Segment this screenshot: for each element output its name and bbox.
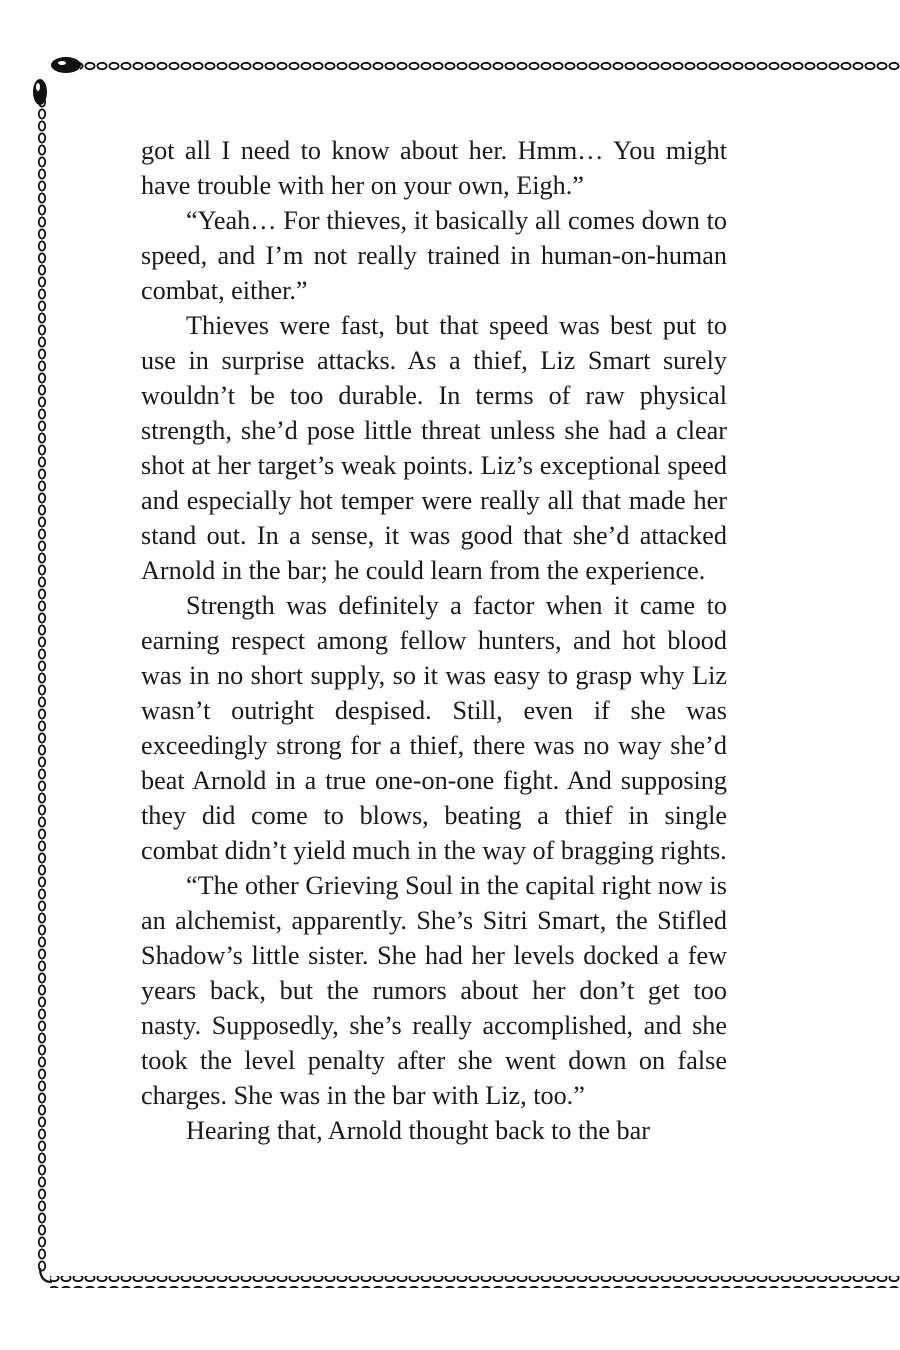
paragraph: Thieves were fast, but that speed was best put to use in surprise attacks. As a thief, Liz Smart surely wouldn’t be too durable. In terms of raw physical strength, she’d pose little threat unless she had a clear shot at her target’s weak points. Liz’s exceptional speed and especially hot temper were really all that made her stand out. In a sense, it was good that she’d attacked Arnold in the bar; he could learn from the experience. [141, 311, 727, 585]
paragraph: got all I need to know about her. Hmm… You might have trouble with her on your own, Eigh.” [141, 136, 727, 200]
paragraph: Strength was definitely a factor when it came to earning respect among fellow hunters, and hot blood was in no short supply, so it was easy to grasp why Liz wasn’t outright despised. Still, even if she was exceedingly strong for a thief, there was no way she’d beat Arnold in a true one-on-one fight. And supposing they did come to blows, beating a thief in single combat didn’t yield much in the way of bragging rights. [141, 591, 727, 865]
paragraph: “The other Grieving Soul in the capital right now is an alchemist, apparently. She’s Sitri Smart, the Stifled Shadow’s little sister. She had her levels docked a few years back, but the rumors about her don’t get too nasty. Supposedly, she’s really accomplished, and she took the level penalty after she went down on false charges. She was in the bar with Liz, too.” [141, 871, 727, 1110]
body-text [141, 133, 727, 1148]
paragraph: “Yeah… For thieves, it basically all comes down to speed, and I’m not really trained in human-on-human combat, either.” [141, 206, 727, 305]
paragraph: Hearing that, Arnold thought back to the bar [186, 1116, 650, 1145]
